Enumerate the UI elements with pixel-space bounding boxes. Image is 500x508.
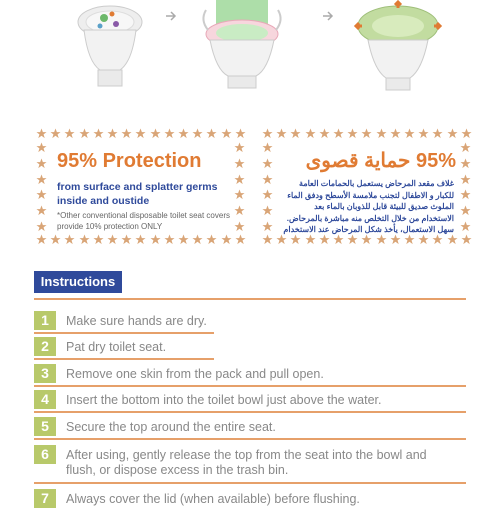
star-border-left	[262, 142, 274, 232]
star-border-top	[262, 128, 472, 140]
step-number: 2	[34, 337, 56, 356]
star-icon	[460, 174, 471, 185]
step-text: Make sure hands are dry.	[66, 314, 207, 328]
arabic-headline: 95% حماية قصوى	[305, 150, 456, 172]
toilet-icon	[198, 0, 286, 92]
star-icon	[93, 128, 104, 139]
star-icon	[290, 234, 301, 245]
star-icon	[333, 128, 344, 139]
toilet-icon	[352, 0, 444, 92]
star-icon	[235, 128, 246, 139]
star-icon	[192, 128, 203, 139]
protection-subline: from surface and splatter germs inside and oustide	[57, 181, 218, 207]
star-icon	[460, 142, 471, 153]
step-text: After using, gently release the top from the seat into the bowl and	[66, 448, 427, 462]
star-icon	[319, 234, 330, 245]
star-icon	[319, 128, 330, 139]
star-icon	[376, 234, 387, 245]
star-icon	[150, 234, 161, 245]
star-icon	[121, 128, 132, 139]
star-icon	[262, 234, 273, 245]
star-icon	[276, 128, 287, 139]
star-icon	[432, 234, 443, 245]
star-icon	[79, 128, 90, 139]
star-border-left	[36, 142, 48, 232]
divider	[34, 332, 214, 334]
star-icon	[192, 234, 203, 245]
step-text: Secure the top around the entire seat.	[66, 420, 276, 434]
star-icon	[36, 205, 47, 216]
step-text: Pat dry toilet seat.	[66, 340, 167, 354]
star-icon	[460, 158, 471, 169]
divider	[34, 298, 466, 300]
illustration-strip	[0, 0, 500, 92]
step-text-continued: flush, or dispose excess in the trash bin.	[66, 463, 289, 477]
star-icon	[361, 128, 372, 139]
star-icon	[221, 234, 232, 245]
arrow-right-icon	[322, 10, 334, 22]
star-icon	[361, 234, 372, 245]
star-icon	[333, 234, 344, 245]
star-icon	[262, 142, 273, 153]
star-border-right	[460, 142, 472, 232]
star-icon	[93, 234, 104, 245]
star-icon	[460, 221, 471, 232]
star-icon	[150, 128, 161, 139]
star-icon	[36, 189, 47, 200]
star-icon	[461, 128, 472, 139]
star-icon	[121, 234, 132, 245]
star-icon	[305, 234, 316, 245]
star-icon	[206, 234, 217, 245]
star-icon	[135, 234, 146, 245]
star-icon	[390, 234, 401, 245]
divider	[34, 438, 466, 440]
star-icon	[107, 128, 118, 139]
star-icon	[390, 128, 401, 139]
star-icon	[290, 128, 301, 139]
divider	[34, 482, 466, 484]
star-icon	[262, 221, 273, 232]
star-border-bottom	[262, 234, 472, 246]
star-icon	[64, 234, 75, 245]
star-icon	[164, 128, 175, 139]
star-icon	[36, 128, 47, 139]
arrow-right-icon	[165, 10, 177, 22]
star-icon	[36, 221, 47, 232]
star-icon	[347, 128, 358, 139]
star-icon	[447, 128, 458, 139]
step-number: 7	[34, 489, 56, 508]
star-icon	[262, 158, 273, 169]
step-number: 6	[34, 445, 56, 464]
arabic-body: غلاف مقعد المرحاض يستعمل بالحمامات العامة للكبار و الاطفال لتجنب ملامسة الأسطح ودفق الماء الملوث صديق للبيئة قابل للذوبان بالماء بعد الاستخدام من خلال التخلص منه مباشرة بالمرحاض. سهل الاستعمال، يأخذ شكل المرحاض عند الاستخدام	[283, 179, 454, 234]
divider	[34, 358, 214, 360]
protection-headline: 95% Protection	[57, 150, 202, 172]
step-text: Always cover the lid (when available) before flushing.	[66, 492, 360, 506]
star-icon	[36, 158, 47, 169]
star-icon	[404, 128, 415, 139]
star-icon	[178, 234, 189, 245]
star-icon	[447, 234, 458, 245]
star-icon	[50, 128, 61, 139]
star-icon	[36, 174, 47, 185]
star-icon	[404, 234, 415, 245]
instructions-title: Instructions	[34, 271, 122, 293]
step-text: Remove one skin from the pack and pull open.	[66, 367, 324, 381]
star-icon	[206, 128, 217, 139]
protection-note: *Other conventional disposable toilet seat covers provide 10% protection ONLY	[57, 211, 230, 231]
star-icon	[234, 158, 245, 169]
star-icon	[36, 142, 47, 153]
star-icon	[376, 128, 387, 139]
star-icon	[305, 128, 316, 139]
star-icon	[64, 128, 75, 139]
star-icon	[460, 205, 471, 216]
step-text: Insert the bottom into the toilet bowl just above the water.	[66, 393, 382, 407]
star-border-top	[36, 128, 246, 140]
divider	[34, 385, 466, 387]
step-number: 3	[34, 364, 56, 383]
toilet-icon	[74, 0, 146, 92]
star-icon	[262, 174, 273, 185]
star-icon	[262, 189, 273, 200]
star-icon	[418, 234, 429, 245]
star-border-bottom	[36, 234, 246, 246]
step-number: 1	[34, 311, 56, 330]
star-icon	[36, 234, 47, 245]
star-icon	[235, 234, 246, 245]
star-icon	[262, 128, 273, 139]
star-icon	[347, 234, 358, 245]
star-icon	[276, 234, 287, 245]
star-icon	[107, 234, 118, 245]
star-icon	[79, 234, 90, 245]
star-icon	[178, 128, 189, 139]
star-icon	[221, 128, 232, 139]
step-number: 5	[34, 417, 56, 436]
star-icon	[418, 128, 429, 139]
star-icon	[460, 189, 471, 200]
star-icon	[164, 234, 175, 245]
star-icon	[50, 234, 61, 245]
star-icon	[262, 205, 273, 216]
step-number: 4	[34, 390, 56, 409]
star-icon	[461, 234, 472, 245]
star-icon	[432, 128, 443, 139]
star-icon	[135, 128, 146, 139]
star-icon	[234, 142, 245, 153]
divider	[34, 411, 466, 413]
